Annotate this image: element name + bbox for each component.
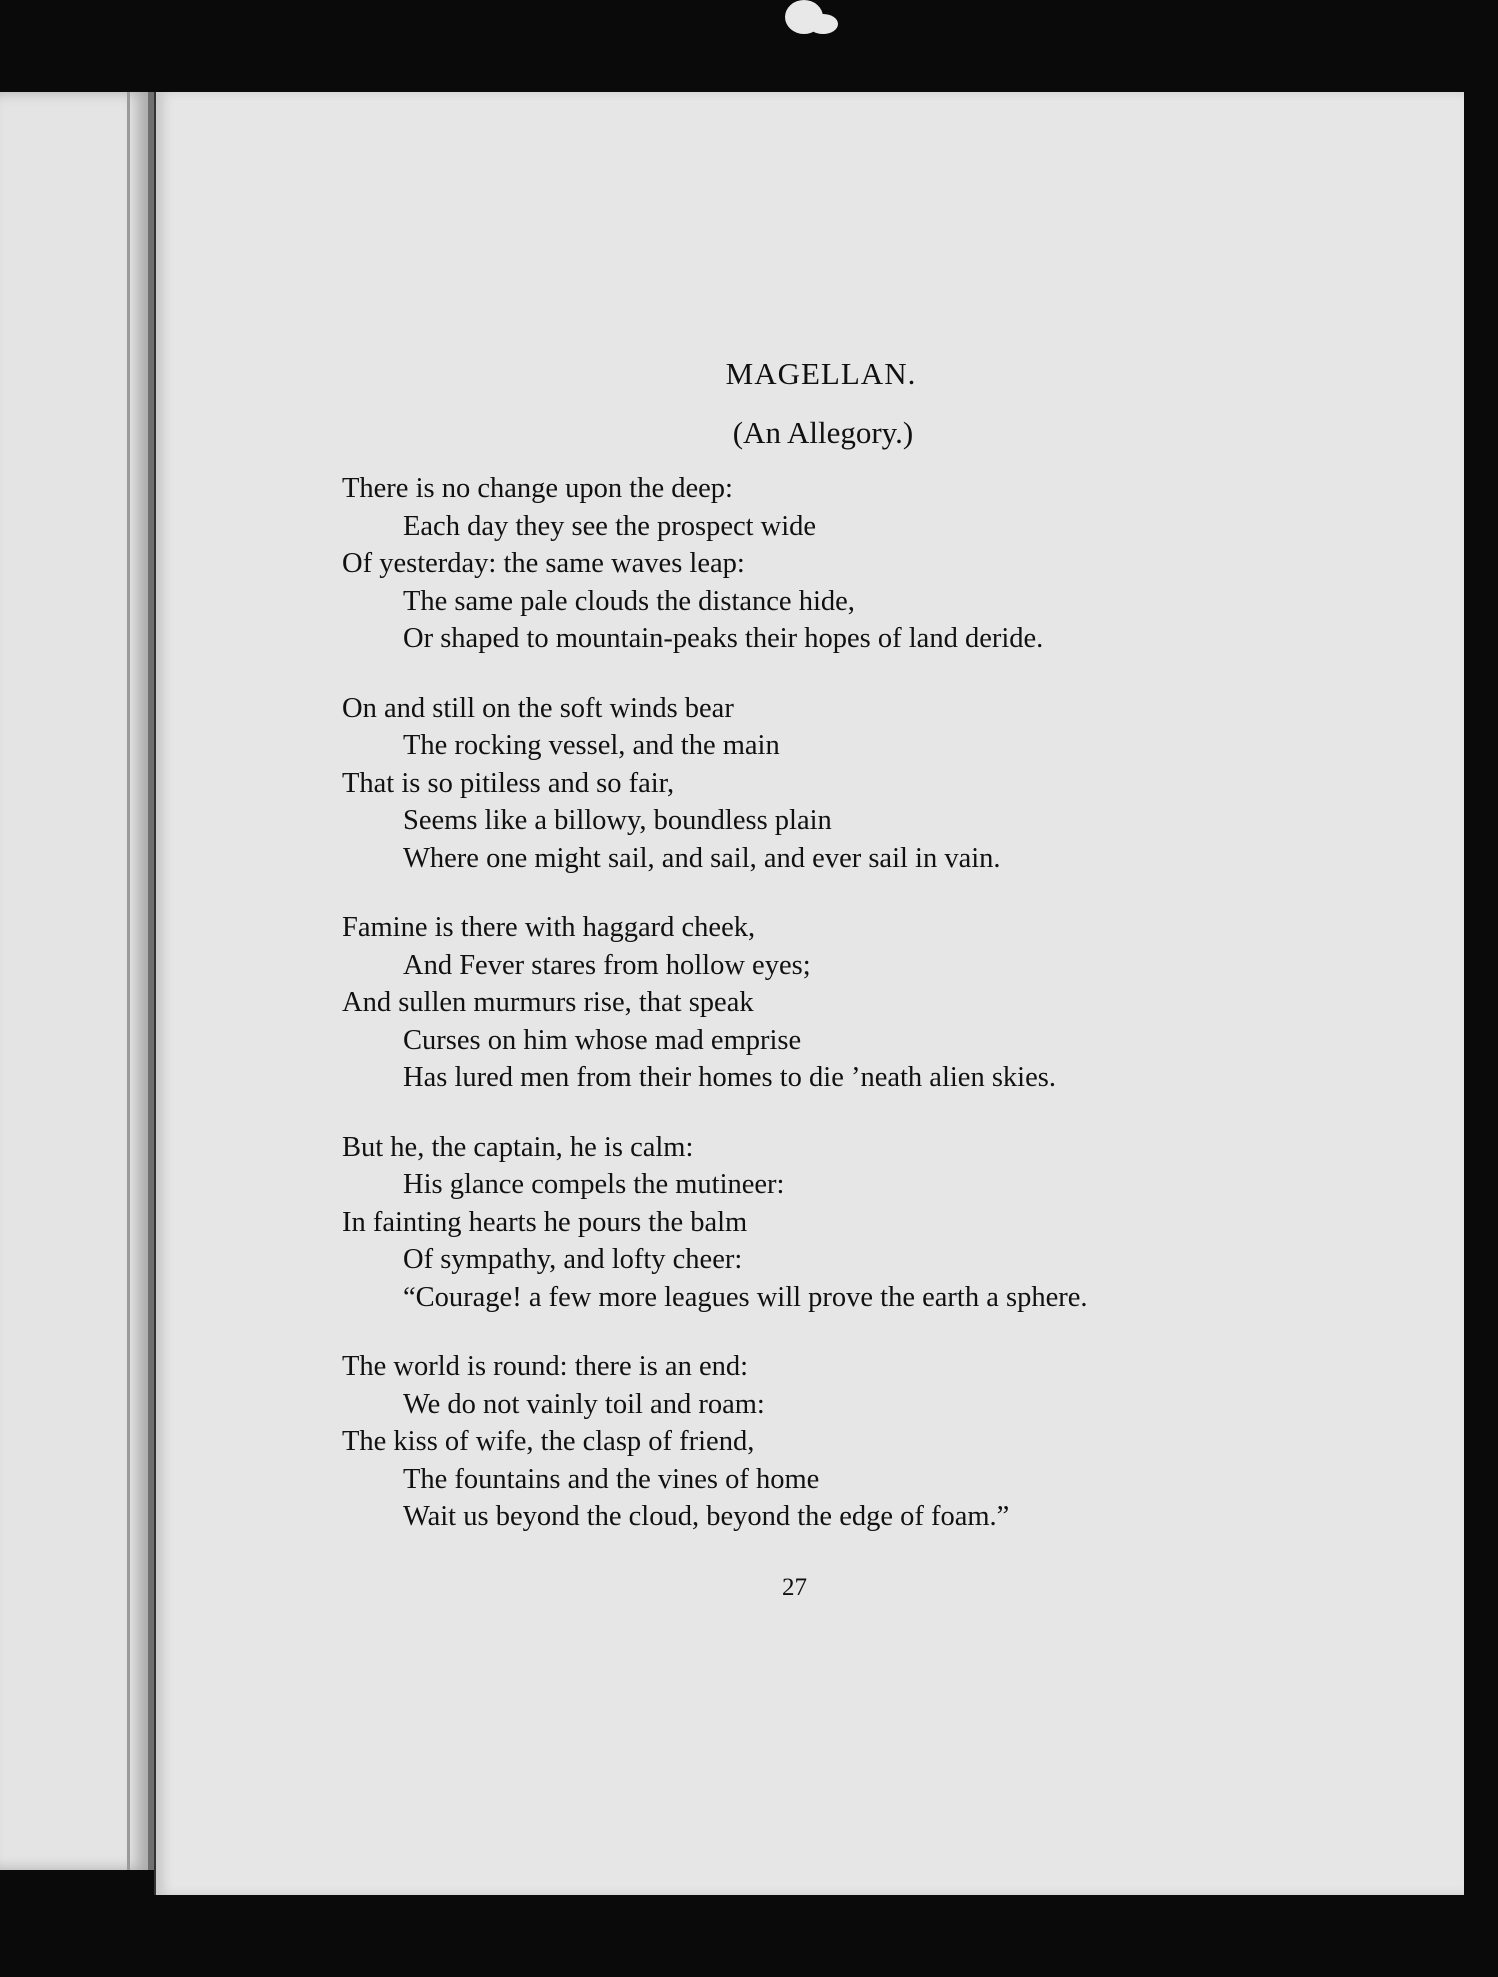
poem-title: MAGELLAN. — [725, 356, 917, 391]
verse-line: In fainting hearts he pours the balm — [342, 1206, 748, 1238]
verse-line: The rocking vessel, and the main — [403, 730, 780, 761]
verse-line: We do not vainly toil and roam: — [403, 1388, 765, 1420]
verse-line: Seems like a billowy, boundless plain — [403, 805, 832, 836]
verse-line: The world is round: there is an end: — [342, 1351, 749, 1382]
poem-subtitle: (An Allegory.) — [732, 415, 914, 450]
verse-line: The kiss of wife, the clasp of friend, — [342, 1426, 755, 1457]
stanza — [342, 909, 1242, 1097]
verse-line: The same pale clouds the distance hide, — [403, 585, 855, 617]
verse-line: But he, the captain, he is calm: — [342, 1131, 694, 1163]
verse-line: His glance compels the mutineer: — [403, 1169, 785, 1200]
verse-line: Or shaped to mountain-peaks their hopes of land deride. — [403, 623, 1044, 654]
stanza — [342, 1129, 1242, 1317]
verse-line: Of sympathy, and lofty cheer: — [403, 1244, 743, 1275]
verse-line: Has lured men from their homes to die ’neath alien skies. — [403, 1062, 1056, 1093]
verse-line: There is no change upon the deep: — [342, 473, 733, 504]
verse-line: And sullen murmurs rise, that speak — [342, 987, 754, 1018]
poem-body — [342, 470, 1242, 1568]
stanza — [342, 690, 1242, 878]
verse-line: Each day they see the prospect wide — [403, 510, 817, 542]
verse-line: And Fever stares from hollow eyes; — [403, 949, 811, 981]
verse-line: “Courage! a few more leagues will prove the earth a sphere. — [403, 1281, 1088, 1313]
verse-line: Wait us beyond the cloud, beyond the edge of foam.” — [403, 1501, 1010, 1532]
verse-line: Where one might sail, and sail, and ever sail in vain. — [403, 842, 1001, 874]
verse-line: The fountains and the vines of home — [403, 1463, 820, 1495]
poem-subtitle-row — [0, 415, 1498, 451]
page-number: 27 — [782, 1574, 807, 1601]
stanza — [342, 1348, 1242, 1536]
verse-line: That is so pitiless and so fair, — [342, 767, 675, 799]
verse-line: Of yesterday: the same waves leap: — [342, 548, 745, 579]
stanza — [342, 470, 1242, 658]
paper-speck — [808, 14, 838, 34]
verse-line: Curses on him whose mad emprise — [403, 1024, 802, 1056]
poem-title-row — [0, 356, 1498, 392]
verse-line: Famine is there with haggard cheek, — [342, 912, 756, 943]
verse-line: On and still on the soft winds bear — [342, 692, 734, 724]
